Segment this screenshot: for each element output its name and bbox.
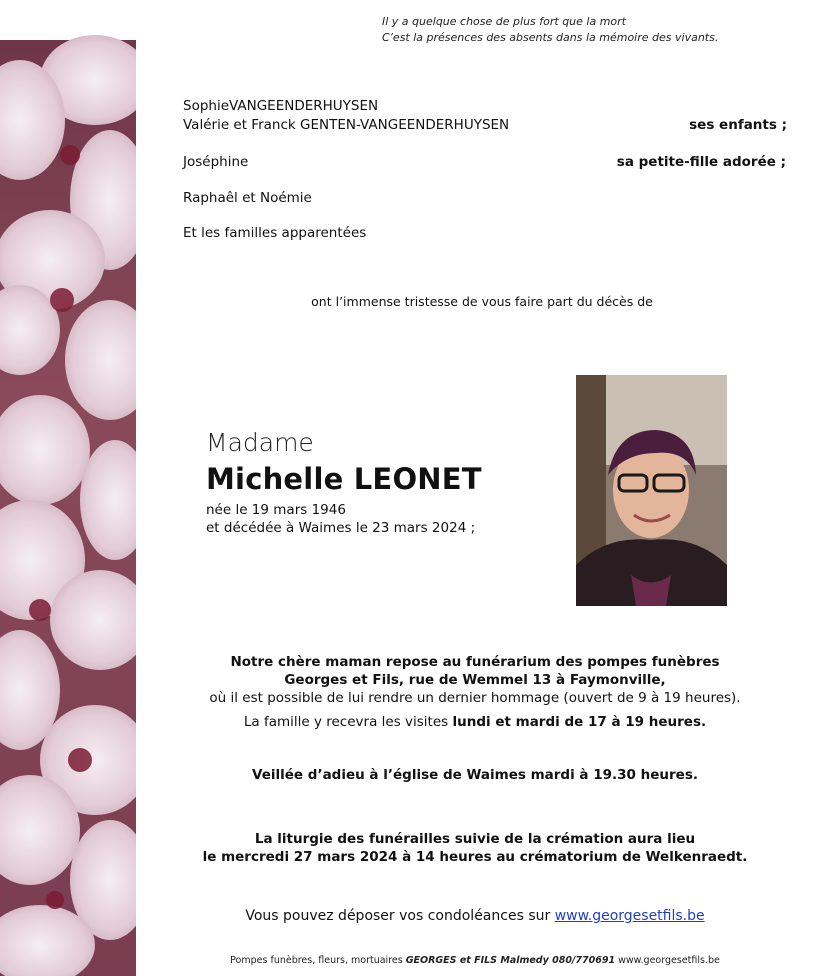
footer-website: www.georgesetfils.be	[615, 955, 720, 966]
liturgy-line-1: La liturgie des funérailles suivie de la crémation aura lieu	[254, 831, 696, 847]
funerarium-line-2: Georges et Fils, rue de Wemmel 13 à Faymonville,	[284, 672, 666, 688]
footer-prefix: Pompes funèbres, fleurs, mortuaires	[230, 955, 406, 966]
deceased-title: Madame	[206, 428, 314, 457]
family-line-1: SophieVANGEENDERHUYSEN	[183, 98, 379, 114]
relation-granddaughter: sa petite-fille adorée ;	[616, 154, 786, 170]
flower-border-image	[0, 0, 136, 976]
footer-company: GEORGES et FILS Malmedy 080/770691	[405, 955, 616, 966]
deceased-portrait-photo	[576, 375, 727, 606]
family-line-5: Et les familles apparentées	[183, 225, 367, 241]
condolences-link[interactable]: www.georgesetfils.be	[554, 908, 705, 924]
footer-info	[136, 955, 814, 966]
visits-prefix: La famille y recevra les visites	[243, 714, 453, 730]
condolences-line	[136, 908, 814, 924]
visits-hours: lundi et mardi de 17 à 19 heures.	[452, 714, 707, 730]
condolences-prefix: Vous pouvez déposer vos condoléances sur	[245, 908, 555, 924]
family-line-3: Joséphine	[183, 154, 249, 170]
relation-children: ses enfants ;	[689, 117, 787, 133]
family-line-2: Valérie et Franck GENTEN-VANGEENDERHUYSEN	[183, 117, 510, 133]
epitaph-quote	[382, 14, 718, 46]
quote-line-1: Il y a quelque chose de plus fort que la mort	[382, 15, 626, 28]
announcement-intro: ont l’immense tristesse de vous faire part du décès de	[311, 294, 653, 309]
visits-line	[136, 714, 814, 730]
liturgy-line-2: le mercredi 27 mars 2024 à 14 heures au crématorium de Welkenraedt.	[202, 849, 748, 865]
vigil-info: Veillée d’adieu à l’église de Waimes mardi à 19.30 heures.	[252, 767, 698, 783]
funerarium-line-1: Notre chère maman repose au funérarium des pompes funèbres	[230, 654, 720, 670]
funerarium-line-3: où il est possible de lui rendre un dernier hommage (ouvert de 9 à 19 heures).	[209, 690, 741, 706]
death-date: et décédée à Waimes le 23 mars 2024 ;	[206, 520, 476, 536]
deceased-name: Michelle LEONET	[206, 462, 482, 496]
quote-line-2: C’est la présences des absents dans la mémoire des vivants.	[382, 31, 719, 44]
birth-date: née le 19 mars 1946	[206, 502, 346, 518]
family-line-4: Raphaêl et Noémie	[183, 190, 312, 206]
